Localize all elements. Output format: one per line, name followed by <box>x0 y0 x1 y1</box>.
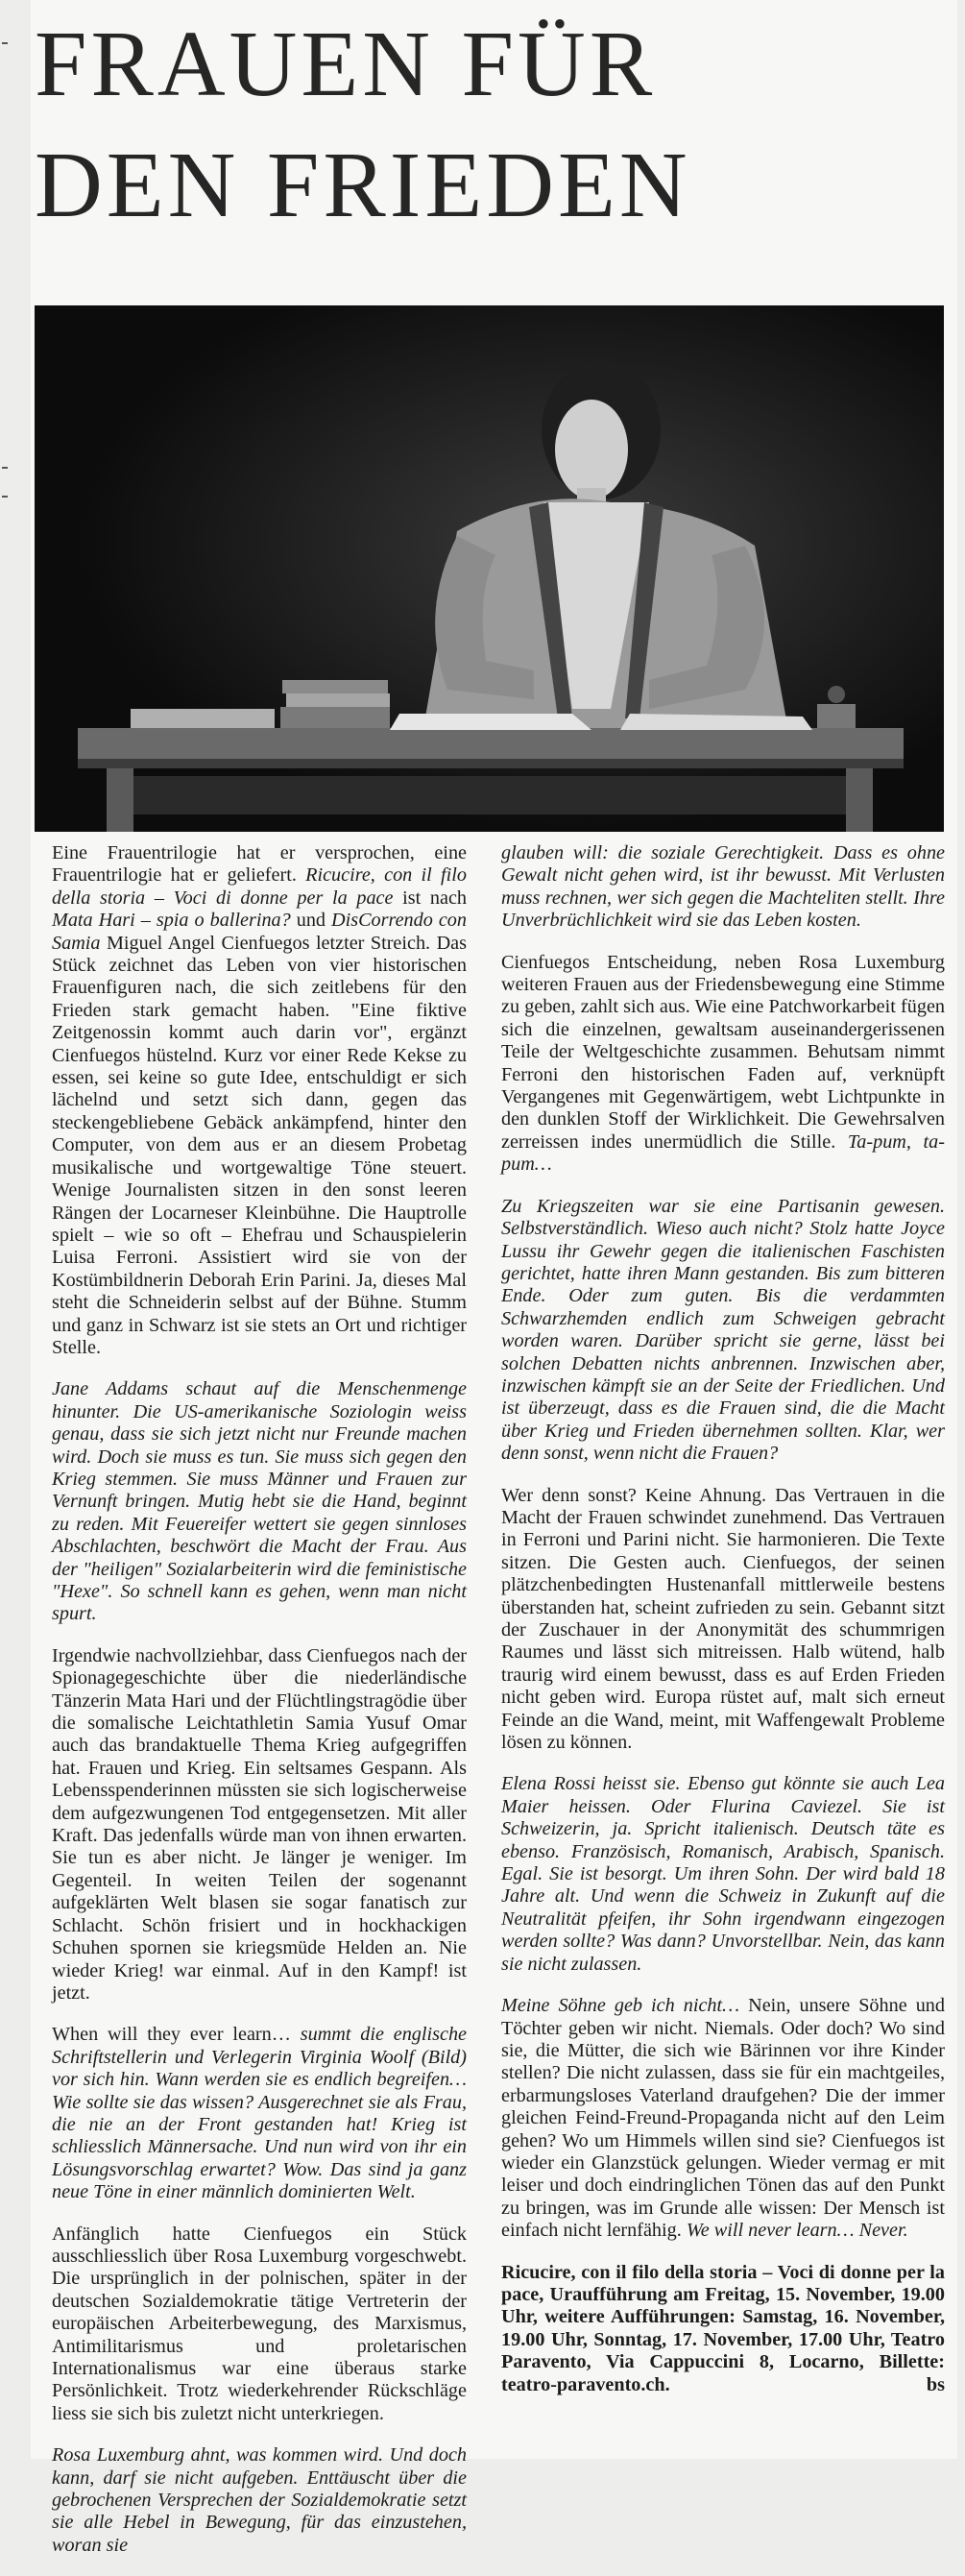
author-initials: bs <box>926 2373 945 2395</box>
italic-run: Ta-pum, ta-pum… <box>501 1130 945 1176</box>
scan-edge-mark <box>2 42 8 44</box>
stage-photo <box>35 305 944 832</box>
headline-line-1: FRAUEN FÜR <box>35 12 657 116</box>
italic-run: Meine Söhne geb ich nicht… <box>501 1995 740 2017</box>
scan-edge-mark <box>2 496 8 498</box>
paragraph: Irgendwie nachvollziehbar, dass Cienfuegos nach der Spionagegeschichte über die niederländische Tänzerin Mata Hari und der Flüchtlingstragödie über die somalische Leichtathletin Samia Yusuf Omar auch das brandaktuelle Thema Krieg aufgegriffen hat. Frauen und Krieg. Ein seltsames Gespann. Als Lebensspenderinnen müssten sie sich logischerweise dem aufgezwungenen Tod entgegensetzen. Mit aller Kraft. Das jedenfalls würde man von ihnen erwarten. Sie tun es aber nicht. Je länger je weniger. Im Gegenteil. In weiten Teilen der sogenannt aufgeklärten Welt blasen sie sogar fanatisch zur Schlacht. Schön frisiert und in hockhackigen Schuhen spornen sie kriegsmüde Helden an. Nie wieder Krieg! war einmal. Auf in den Kampf! ist jetzt. <box>52 1644 467 2004</box>
italic-run: summt die englische Schriftstellerin und Verlegerin Virginia Woolf (Bild) vor sich hin. Wann werden sie es endlich begreifen… Wie sollte sie das wissen? Ausgerechnet sie als Frau, die nie an der Front gestanden hat! Krieg ist schliesslich Männersache. Und nun wird von ihr ein Lösungsvorschlag erwartet? Wow. Das sind ja ganz neue Töne in einer männlich dominierten Welt. <box>52 2024 467 2203</box>
headline <box>35 4 947 246</box>
article-column-left <box>52 842 467 2576</box>
paragraph-italic: Jane Addams schaut auf die Menschenmenge hinunter. Die US-amerikanische Soziologin weiss genau, dass sie sich jetzt nicht nur Freunde machen wird. Doch sie muss es tun. Sie muss sich gegen den Krieg stemmen. Sie muss Männer und Frauen zur Vernunft bringen. Mutig hebt sie die Hand, beginnt zu reden. Mit Feuereifer wettert sie gegen sinnloses Abschlachten, beschwört die Macht der Frau. Aus der "heiligen" Sozialarbeiterin wird die feministische "Hexe". So schnell kann es gehen, wenn man nicht spurt. <box>52 1378 467 1625</box>
paragraph-italic: Zu Kriegszeiten war sie eine Partisanin gewesen. Selbstverständlich. Wieso auch nicht? Stolz hatte Joyce Lussu ihr Gewehr gegen die italienischen Faschisten gerichtet, hatte ihren Mann gestanden. Bis zum bitteren Ende. Oder zum guten. Bis die verdammten Schwarzhemden endlich zum Schweigen gebracht worden waren. Darüber spricht sie gerne, lässt bei solchen Debatten nichts anbrennen. Inzwischen aber, inzwischen kämpft sie an der Seite der Friedlichen. Und ist überzeugt, dass es die Frauen sind, die die Macht über Krieg und Frieden übernehmen sollten. Klar, wer denn sonst, wenn nicht die Frauen? <box>501 1195 945 1465</box>
article-column-right <box>501 842 945 2416</box>
text-run: Eine Frauentrilogie hat er versprochen, eine Frauentrilogie hat er geliefert. <box>52 842 467 887</box>
paragraph-italic: glauben will: die soziale Gerechtigkeit. Dass es ohne Gewalt nicht gehen wird, ist ihr bewusst. Mit Verlusten muss rechnen, wer sich gegen die Machteliten stellt. Ihre Unverbrüchlichkeit wird sie das Leben kosten. <box>501 842 945 932</box>
performance-info <box>501 2262 945 2396</box>
paragraph: Anfänglich hatte Cienfuegos ein Stück ausschliesslich über Rosa Luxemburg vorgeschwebt. Die ursprünglich in der polnischen, später in der deutschen Sozialdemokratie tätige Vertreterin der europäischen Arbeiterbewegung, des Marxismus, Antimilitarismus und proletarischen Internationalismus war eine überaus starke Persönlichkeit. Trotz wiederkehrender Rückschläge liess sie sich bis zuletzt nicht unterkriegen. <box>52 2223 467 2424</box>
text-run: und <box>290 910 332 932</box>
text-run: Nein, unsere Söhne und Töchter geben wir nicht. Niemals. Oder doch? Wo sind sie, die Mütter, die sich wie Bärinnen vor ihre Kinder stellen? Die nicht zulassen, dass sie für ein machtgeiles, erbarmungsloses Vaterland draufgehen? Die der immer gleichen Feind-Freund-Propaganda nicht auf den Leim gehen? Wo um Himmels willen sind sie? Cienfuegos ist wieder ein Glanzstück gelungen. Wieder vermag er mit leiser und doch eindringlichen Tönen das auf den Punkt zu bringen, was im Grunde alle wissen: Der Mensch ist einfach nicht lernfähig. <box>501 1995 945 2242</box>
italic-run: We will never learn… Never. <box>686 2220 908 2242</box>
paragraph <box>52 2024 467 2203</box>
paragraph <box>501 1995 945 2242</box>
italic-run: DisCorrendo con Samia <box>52 910 467 954</box>
scan-edge-mark <box>2 467 8 469</box>
performance-info-text: Ricucire, con il filo della storia – Voci di donne per la pace, Uraufführung am Freitag, 15. November, 19.00 Uhr, weitere Aufführungen: Samstag, 16. November, 19.00 Uhr, Sonntag, 17. November, 17.00 Uhr, Teatro Paravento, Via Cappuccini 8, Locarno, Billette: teatro-paravento.ch. <box>501 2261 945 2395</box>
text-run: Cienfuegos Entscheidung, neben Rosa Luxemburg weiteren Frauen aus der Friedensbewegung eine Stimme zu geben, zahlt sich aus. Wie eine Patchworkarbeit fügen sich die einzelnen, gewaltsam auseinandergerissenen Teile der Weltgeschichte zusammen. Behutsam nimmt Ferroni den historischen Faden auf, verknüpft Vergangenes mit Gegenwärtigem, webt Lichtpunkte in den dunklen Stoff der Wirklichkeit. Die Gewehrsalven zerreissen indes unermüdlich die Stille. <box>501 951 945 1153</box>
text-run: When will they ever learn… <box>52 2024 291 2046</box>
italic-run: Ricucire, con il filo della storia – Voci di donne per la pace <box>52 864 467 909</box>
paragraph <box>501 952 945 1177</box>
paragraph-italic: Elena Rossi heisst sie. Ebenso gut könnte sie auch Lea Maier heissen. Oder Flurina Caviezel. Sie ist Schweizerin, ja. Spricht italienisch. Deutsch täte es ebenso. Französisch, Romanisch, Arabisch, Spanisch. Egal. Sie ist besorgt. Um ihren Sohn. Der wird bald 18 Jahre alt. Und wenn die Schweiz in Zukunft auf die Neutralität pfeifen, ihr Sohn irgendwann eingezogen werden sollte? Was dann? Unvorstellbar. Nein, das kann sie nicht zulassen. <box>501 1773 945 1975</box>
headline-line-2: DEN FRIEDEN <box>35 134 691 237</box>
text-run: ist nach <box>393 887 467 909</box>
text-run: Miguel Angel Cienfuegos letzter Streich. Das Stück zeichnet das Leben von vier historischen Frauenfiguren nach, die sich zeitlebens für den Frieden stark gemacht haben. "Eine fiktive Zeitgenossin kommt auch darin vor", ergänzt Cienfuegos hüstelnd. Kurz vor einer Rede Kekse zu essen, sei keine so gute Idee, entschuldigt er sich lächelnd und setzt sich dann, gegen das steckengebliebene Gebäck ankämpfend, hinter den Computer, von dem aus er an diesem Probetag musikalische und wortgewaltige Töne steuert. Wenige Journalisten sitzen in den sonst leeren Rängen der Locarneser Kleinbühne. Die Hauptrolle spielt – wie so oft – Ehefrau und Schauspielerin Luisa Ferroni. Assistiert wird sie von der Kostümbildnerin Deborah Erin Parini. Ja, dieses Mal steht die Schneiderin selbst auf der Bühne. Stumm und ganz in Schwarz ist sie stets an Ort und richtiger Stelle. <box>52 932 467 1358</box>
paragraph: Wer denn sonst? Keine Ahnung. Das Vertrauen in die Macht der Frauen schwindet zunehmend. Das Vertrauen in Ferroni und Parini nicht. Sie harmonieren. Die Texte sitzen. Die Gesten auch. Cienfuegos, der seinen plätzchenbedingten Hustenanfall mittlerweile bestens überstanden hat, scheint zufrieden zu sein. Gebannt sitzt der Zuschauer in der Anonymität des schummrigen Raumes und lässt sich mitreissen. Halb wütend, halb traurig wird einem bewusst, dass es auf Erden Frieden nicht geben wird. Europa rüstet auf, malt sich erneut Feinde an die Wand, meint, mit Waffengewalt Probleme lösen zu können. <box>501 1484 945 1754</box>
paragraph <box>52 842 467 1359</box>
stage-photo-woman-writing-at-desk <box>35 305 944 832</box>
paragraph-italic: Rosa Luxemburg ahnt, was kommen wird. Und doch kann, darf sie nicht aufgeben. Enttäuscht über die gebrochenen Versprechen der Sozialdemokratie setzt sie alle Hebel in Bewegung, für das einzustehen, woran sie <box>52 2444 467 2556</box>
italic-run: Mata Hari – spia o ballerina? <box>52 910 291 932</box>
